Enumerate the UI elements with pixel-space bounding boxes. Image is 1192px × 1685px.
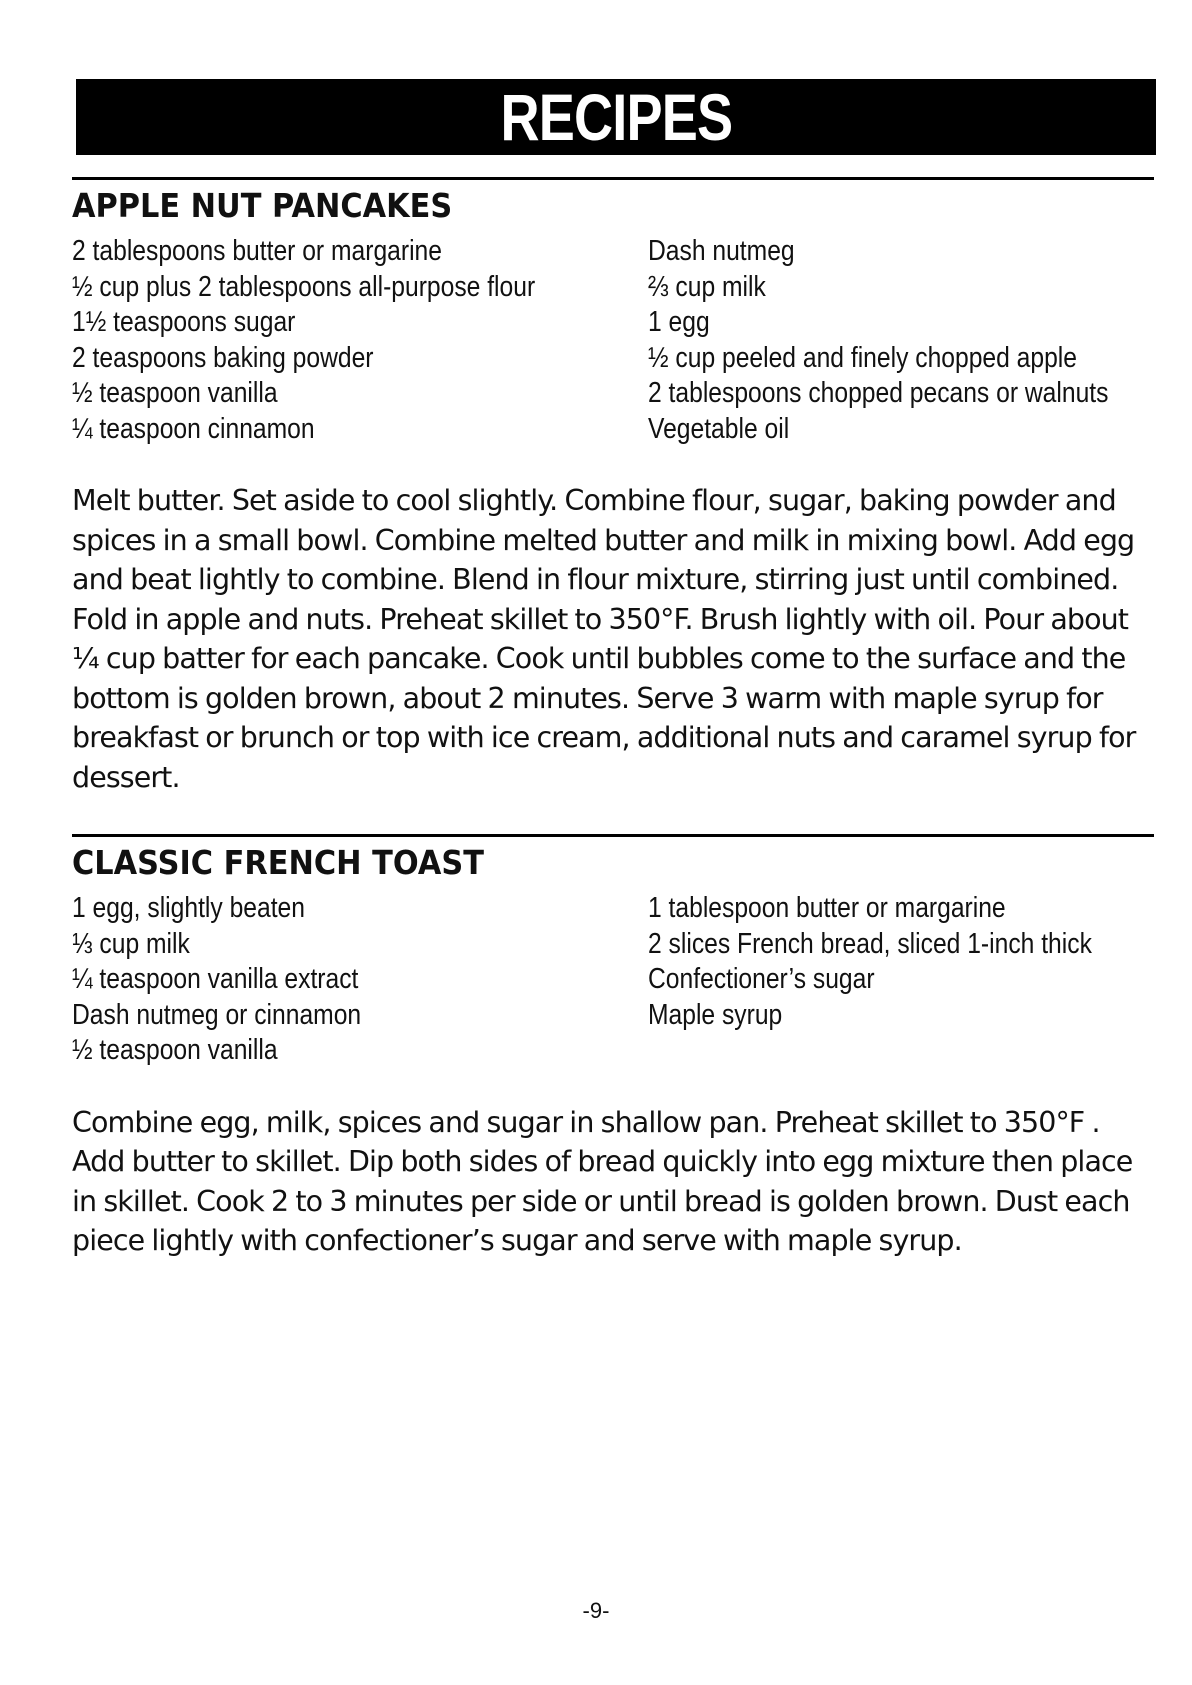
ingredient-item: Dash nutmeg or cinnamon bbox=[72, 998, 362, 1031]
page-title: RECIPES bbox=[500, 80, 732, 154]
ingredient-item: ¼ teaspoon vanilla extract bbox=[72, 963, 359, 995]
ingredient-item: ½ cup plus 2 tablespoons all-purpose flour bbox=[72, 270, 536, 303]
recipe-title: APPLE NUT PANCAKES bbox=[72, 186, 453, 225]
ingredient-item: Confectioner’s sugar bbox=[648, 963, 875, 995]
ingredient-item: 2 teaspoons baking powder bbox=[72, 341, 374, 374]
ingredient-item: 2 tablespoons chopped pecans or walnuts bbox=[648, 377, 1109, 409]
ingredients-column-right bbox=[648, 891, 1154, 1069]
ingredient-item: 2 slices French bread, sliced 1-inch thick bbox=[648, 927, 1092, 960]
ingredient-item: 2 tablespoons butter or margarine bbox=[72, 235, 442, 267]
recipes-banner bbox=[76, 79, 1156, 155]
ingredient-item: 1 tablespoon butter or margarine bbox=[648, 892, 1006, 924]
recipe-classic-french-toast bbox=[72, 834, 1154, 1261]
ingredient-item: Dash nutmeg bbox=[648, 235, 795, 267]
ingredients-list bbox=[72, 234, 1154, 447]
ingredient-item: Maple syrup bbox=[648, 998, 783, 1031]
ingredient-item: 1½ teaspoons sugar bbox=[72, 306, 296, 338]
ingredients-column-right bbox=[648, 234, 1154, 447]
ingredient-item: Vegetable oil bbox=[648, 412, 790, 445]
ingredient-item: 1 egg bbox=[648, 306, 710, 338]
ingredient-item: ½ teaspoon vanilla bbox=[72, 377, 278, 409]
recipe-apple-nut-pancakes bbox=[72, 177, 1154, 797]
ingredient-item: ⅓ cup milk bbox=[72, 927, 190, 960]
ingredient-item: ⅔ cup milk bbox=[648, 270, 766, 303]
recipe-title: CLASSIC FRENCH TOAST bbox=[72, 843, 484, 882]
section-divider bbox=[72, 834, 1154, 837]
ingredient-item: ½ cup peeled and finely chopped apple bbox=[648, 341, 1077, 374]
ingredient-item: ¼ teaspoon cinnamon bbox=[72, 412, 315, 445]
ingredients-column-left bbox=[72, 891, 648, 1069]
section-divider bbox=[72, 177, 1154, 180]
ingredient-item: 1 egg, slightly beaten bbox=[72, 892, 305, 924]
ingredients-list bbox=[72, 891, 1154, 1069]
recipe-directions: Combine egg, milk, spices and sugar in shallow pan. Preheat skillet to 350°F . Add butter to skillet. Dip both sides of bread quickly into egg mixture then place in skillet. Cook 2 to 3 minutes per side or until bread is golden brown. Dust each piece lightly with confectioner’s sugar and serve with maple syrup. bbox=[72, 1105, 1133, 1257]
ingredient-item: ½ teaspoon vanilla bbox=[72, 1034, 278, 1066]
recipe-directions: Melt butter. Set aside to cool slightly. Combine flour, sugar, baking powder and spices in a small bowl. Combine melted butter and milk in mixing bowl. Add egg and beat lightly to combine. Blend in flour mixture, stirring just until combined. Fold in apple and nuts. Preheat skillet to 350°F. Brush lightly with oil. Pour about ¼ cup batter for each pancake. Cook until bubbles come to the surface and the bottom is golden brown, about 2 minutes. Serve 3 warm with maple syrup for breakfast or brunch or top with ice cream, additional nuts and caramel syrup for dessert. bbox=[72, 484, 1136, 794]
page-number: -9- bbox=[582, 1598, 610, 1623]
ingredients-column-left bbox=[72, 234, 648, 447]
